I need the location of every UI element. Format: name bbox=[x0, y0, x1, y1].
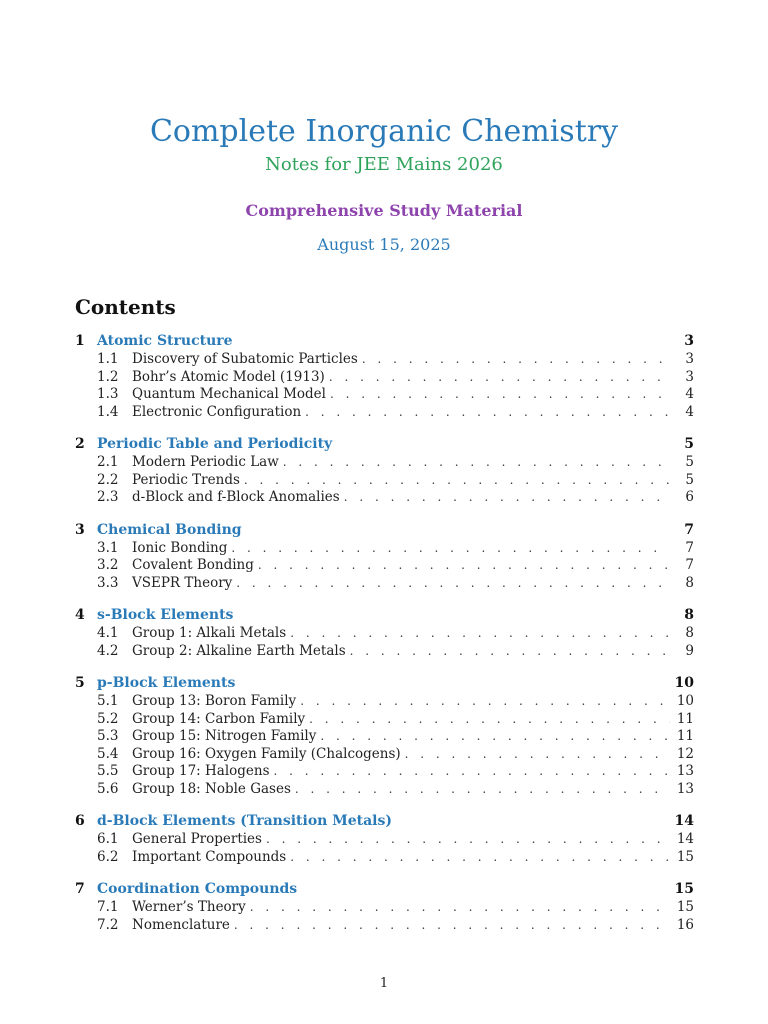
toc-subsection-title[interactable]: Quantum Mechanical Model bbox=[132, 386, 326, 402]
toc-subsection-title[interactable]: Werner’s Theory bbox=[132, 899, 246, 915]
toc-subsection-number: 7.2 bbox=[97, 916, 119, 933]
toc-section-number: 7 bbox=[75, 881, 85, 897]
toc-subsection-title[interactable]: Group 17: Halogens bbox=[132, 763, 270, 779]
toc-subsection-entry[interactable] bbox=[75, 763, 694, 781]
toc-subsection-entry[interactable] bbox=[75, 781, 694, 799]
table-of-contents bbox=[75, 331, 694, 947]
toc-leader-dots bbox=[350, 643, 670, 661]
toc-subsection-entry[interactable] bbox=[75, 746, 694, 764]
toc-subsection-page: 15 bbox=[676, 899, 694, 915]
toc-section-number: 4 bbox=[75, 607, 85, 623]
document-date: August 15, 2025 bbox=[317, 235, 451, 254]
toc-leader-dots bbox=[250, 899, 670, 917]
contents-heading: Contents bbox=[75, 295, 176, 319]
toc-leader-dots bbox=[362, 351, 670, 369]
toc-section-link[interactable]: Atomic Structure bbox=[97, 333, 233, 349]
toc-section bbox=[75, 673, 694, 798]
toc-subsection-number: 5.4 bbox=[97, 745, 119, 762]
toc-subsection-title[interactable]: General Properties bbox=[132, 831, 262, 847]
toc-leader-dots bbox=[330, 386, 670, 404]
toc-subsection-page: 15 bbox=[676, 848, 694, 865]
toc-subsection-title[interactable]: Group 15: Nitrogen Family bbox=[132, 728, 317, 744]
toc-section bbox=[75, 879, 694, 934]
toc-subsection-entry[interactable] bbox=[75, 643, 694, 661]
toc-subsection-entry[interactable] bbox=[75, 693, 694, 711]
toc-subsection-page: 7 bbox=[685, 539, 694, 556]
toc-section-entry[interactable] bbox=[75, 434, 694, 454]
toc-subsection-number: 1.1 bbox=[97, 351, 119, 367]
toc-subsection-title[interactable]: Covalent Bonding bbox=[132, 557, 254, 573]
toc-subsection-entry[interactable] bbox=[75, 575, 694, 593]
toc-leader-dots bbox=[344, 489, 670, 507]
toc-leader-dots bbox=[274, 763, 670, 781]
toc-subsection-number: 5.3 bbox=[97, 728, 119, 744]
toc-subsection-entry[interactable] bbox=[75, 369, 694, 387]
toc-section-number: 2 bbox=[75, 436, 85, 452]
toc-subsection-entry[interactable] bbox=[75, 831, 694, 849]
toc-subsection-entry[interactable] bbox=[75, 899, 694, 917]
toc-section-page: 5 bbox=[684, 436, 694, 452]
toc-subsection-entry[interactable] bbox=[75, 489, 694, 507]
toc-subsection-title[interactable]: Important Compounds bbox=[132, 848, 287, 865]
page-number: 1 bbox=[379, 976, 389, 991]
toc-section-page: 7 bbox=[684, 521, 694, 538]
toc-subsection-entry[interactable] bbox=[75, 351, 694, 369]
toc-subsection-number: 7.1 bbox=[97, 899, 119, 915]
toc-leader-dots bbox=[244, 472, 670, 490]
toc-section-number: 5 bbox=[75, 675, 85, 691]
toc-section-link[interactable]: d-Block Elements (Transition Metals) bbox=[97, 813, 392, 829]
toc-subsection-title[interactable]: Discovery of Subatomic Particles bbox=[132, 351, 358, 367]
toc-section-entry[interactable] bbox=[75, 520, 694, 540]
toc-leader-dots bbox=[300, 693, 670, 711]
toc-subsection-page: 14 bbox=[676, 831, 694, 847]
toc-subsection-title[interactable]: Modern Periodic Law bbox=[132, 454, 279, 470]
toc-section-page: 10 bbox=[674, 675, 694, 691]
toc-subsection-number: 2.2 bbox=[97, 471, 119, 488]
toc-leader-dots bbox=[405, 746, 670, 764]
toc-subsection-title[interactable]: VSEPR Theory bbox=[132, 574, 233, 591]
toc-leader-dots bbox=[258, 557, 670, 575]
toc-subsection-entry[interactable] bbox=[75, 386, 694, 404]
toc-subsection-page: 4 bbox=[685, 386, 694, 402]
toc-subsection-page: 8 bbox=[685, 625, 694, 641]
document-title: Complete Inorganic Chemistry bbox=[149, 114, 619, 149]
toc-subsection-number: 6.1 bbox=[97, 831, 119, 847]
toc-subsection-number: 2.3 bbox=[97, 489, 119, 505]
toc-subsection-number: 3.2 bbox=[97, 557, 119, 573]
document-subtitle: Notes for JEE Mains 2026 bbox=[265, 154, 503, 175]
toc-section-entry[interactable] bbox=[75, 673, 694, 693]
toc-subsection-number: 5.6 bbox=[97, 780, 119, 797]
toc-subsection-entry[interactable] bbox=[75, 728, 694, 746]
toc-subsection-entry[interactable] bbox=[75, 540, 694, 558]
toc-leader-dots bbox=[231, 540, 670, 558]
toc-subsection-entry[interactable] bbox=[75, 917, 694, 935]
toc-subsection-page: 6 bbox=[685, 489, 694, 505]
toc-subsection-title[interactable]: Group 1: Alkali Metals bbox=[132, 625, 287, 641]
toc-subsection-number: 6.2 bbox=[97, 848, 119, 865]
toc-subsection-title[interactable]: Group 2: Alkaline Earth Metals bbox=[132, 642, 346, 659]
toc-subsection-title[interactable]: Group 16: Oxygen Family (Chalcogens) bbox=[132, 745, 401, 762]
toc-section bbox=[75, 520, 694, 593]
toc-section-page: 14 bbox=[674, 813, 694, 829]
toc-subsection-page: 8 bbox=[685, 574, 694, 591]
document-tagline: Comprehensive Study Material bbox=[245, 201, 523, 220]
toc-subsection-number: 1.2 bbox=[97, 368, 119, 385]
toc-subsection-number: 3.3 bbox=[97, 574, 119, 591]
toc-subsection-number: 4.2 bbox=[97, 642, 119, 659]
toc-subsection-entry[interactable] bbox=[75, 849, 694, 867]
toc-subsection-entry[interactable] bbox=[75, 454, 694, 472]
toc-section-number: 3 bbox=[75, 521, 85, 538]
toc-subsection-page: 11 bbox=[676, 728, 694, 744]
toc-leader-dots bbox=[283, 454, 670, 472]
toc-subsection-title[interactable]: d-Block and f-Block Anomalies bbox=[132, 489, 340, 505]
toc-section-link[interactable]: p-Block Elements bbox=[97, 675, 236, 691]
toc-leader-dots bbox=[295, 781, 670, 799]
toc-subsection-entry[interactable] bbox=[75, 404, 694, 422]
toc-subsection-entry[interactable] bbox=[75, 472, 694, 490]
toc-leader-dots bbox=[320, 728, 670, 746]
toc-subsection-page: 5 bbox=[685, 454, 694, 470]
toc-subsection-title[interactable]: Electronic Configuration bbox=[132, 403, 302, 420]
toc-section bbox=[75, 434, 694, 507]
toc-subsection-page: 13 bbox=[676, 763, 694, 779]
toc-subsection-title[interactable]: Group 13: Boron Family bbox=[132, 693, 297, 709]
toc-subsection-page: 3 bbox=[685, 351, 694, 367]
toc-subsection-number: 5.1 bbox=[97, 693, 119, 709]
toc-subsection-title[interactable]: Nomenclature bbox=[132, 916, 230, 933]
toc-subsection-entry[interactable] bbox=[75, 625, 694, 643]
toc-subsection-number: 5.5 bbox=[97, 763, 119, 779]
toc-section-entry[interactable] bbox=[75, 811, 694, 831]
toc-leader-dots bbox=[290, 625, 670, 643]
toc-subsection-number: 5.2 bbox=[97, 710, 119, 727]
toc-section-number: 6 bbox=[75, 813, 85, 829]
toc-subsection-page: 16 bbox=[676, 916, 694, 933]
toc-subsection-number: 1.3 bbox=[97, 386, 119, 402]
toc-subsection-title[interactable]: Ionic Bonding bbox=[132, 539, 228, 556]
toc-section-link[interactable]: s-Block Elements bbox=[97, 607, 234, 623]
toc-subsection-page: 11 bbox=[676, 710, 694, 727]
toc-section-entry[interactable] bbox=[75, 331, 694, 351]
toc-section bbox=[75, 605, 694, 660]
toc-section-link[interactable]: Coordination Compounds bbox=[97, 881, 298, 897]
toc-section-entry[interactable] bbox=[75, 879, 694, 899]
toc-subsection-page: 10 bbox=[676, 693, 694, 709]
toc-subsection-page: 5 bbox=[685, 471, 694, 488]
toc-section-link[interactable]: Periodic Table and Periodicity bbox=[97, 436, 333, 452]
toc-subsection-number: 1.4 bbox=[97, 403, 119, 420]
toc-section bbox=[75, 811, 694, 866]
toc-subsection-title[interactable]: Bohr’s Atomic Model (1913) bbox=[132, 368, 325, 385]
toc-subsection-number: 2.1 bbox=[97, 454, 119, 470]
toc-section-page: 8 bbox=[684, 607, 694, 623]
toc-subsection-page: 7 bbox=[685, 557, 694, 573]
toc-leader-dots bbox=[305, 404, 670, 422]
toc-subsection-number: 4.1 bbox=[97, 625, 119, 641]
toc-leader-dots bbox=[329, 369, 670, 387]
toc-leader-dots bbox=[290, 849, 670, 867]
toc-subsection-page: 12 bbox=[676, 745, 694, 762]
toc-subsection-page: 13 bbox=[676, 780, 694, 797]
toc-section-number: 1 bbox=[75, 333, 85, 349]
toc-section-entry[interactable] bbox=[75, 605, 694, 625]
toc-section-page: 15 bbox=[674, 881, 694, 897]
toc-subsection-title[interactable]: Group 14: Carbon Family bbox=[132, 710, 306, 727]
toc-subsection-title[interactable]: Group 18: Noble Gases bbox=[132, 780, 291, 797]
toc-section-page: 3 bbox=[684, 333, 694, 349]
toc-subsection-entry[interactable] bbox=[75, 557, 694, 575]
toc-subsection-page: 3 bbox=[685, 368, 694, 385]
toc-leader-dots bbox=[309, 711, 670, 729]
toc-leader-dots bbox=[266, 831, 670, 849]
toc-subsection-page: 4 bbox=[685, 403, 694, 420]
toc-subsection-page: 9 bbox=[685, 642, 694, 659]
toc-section bbox=[75, 331, 694, 421]
toc-subsection-entry[interactable] bbox=[75, 711, 694, 729]
toc-section-link[interactable]: Chemical Bonding bbox=[97, 521, 242, 538]
toc-subsection-number: 3.1 bbox=[97, 539, 119, 556]
toc-leader-dots bbox=[236, 575, 670, 593]
toc-leader-dots bbox=[234, 917, 670, 935]
toc-subsection-title[interactable]: Periodic Trends bbox=[132, 471, 240, 488]
